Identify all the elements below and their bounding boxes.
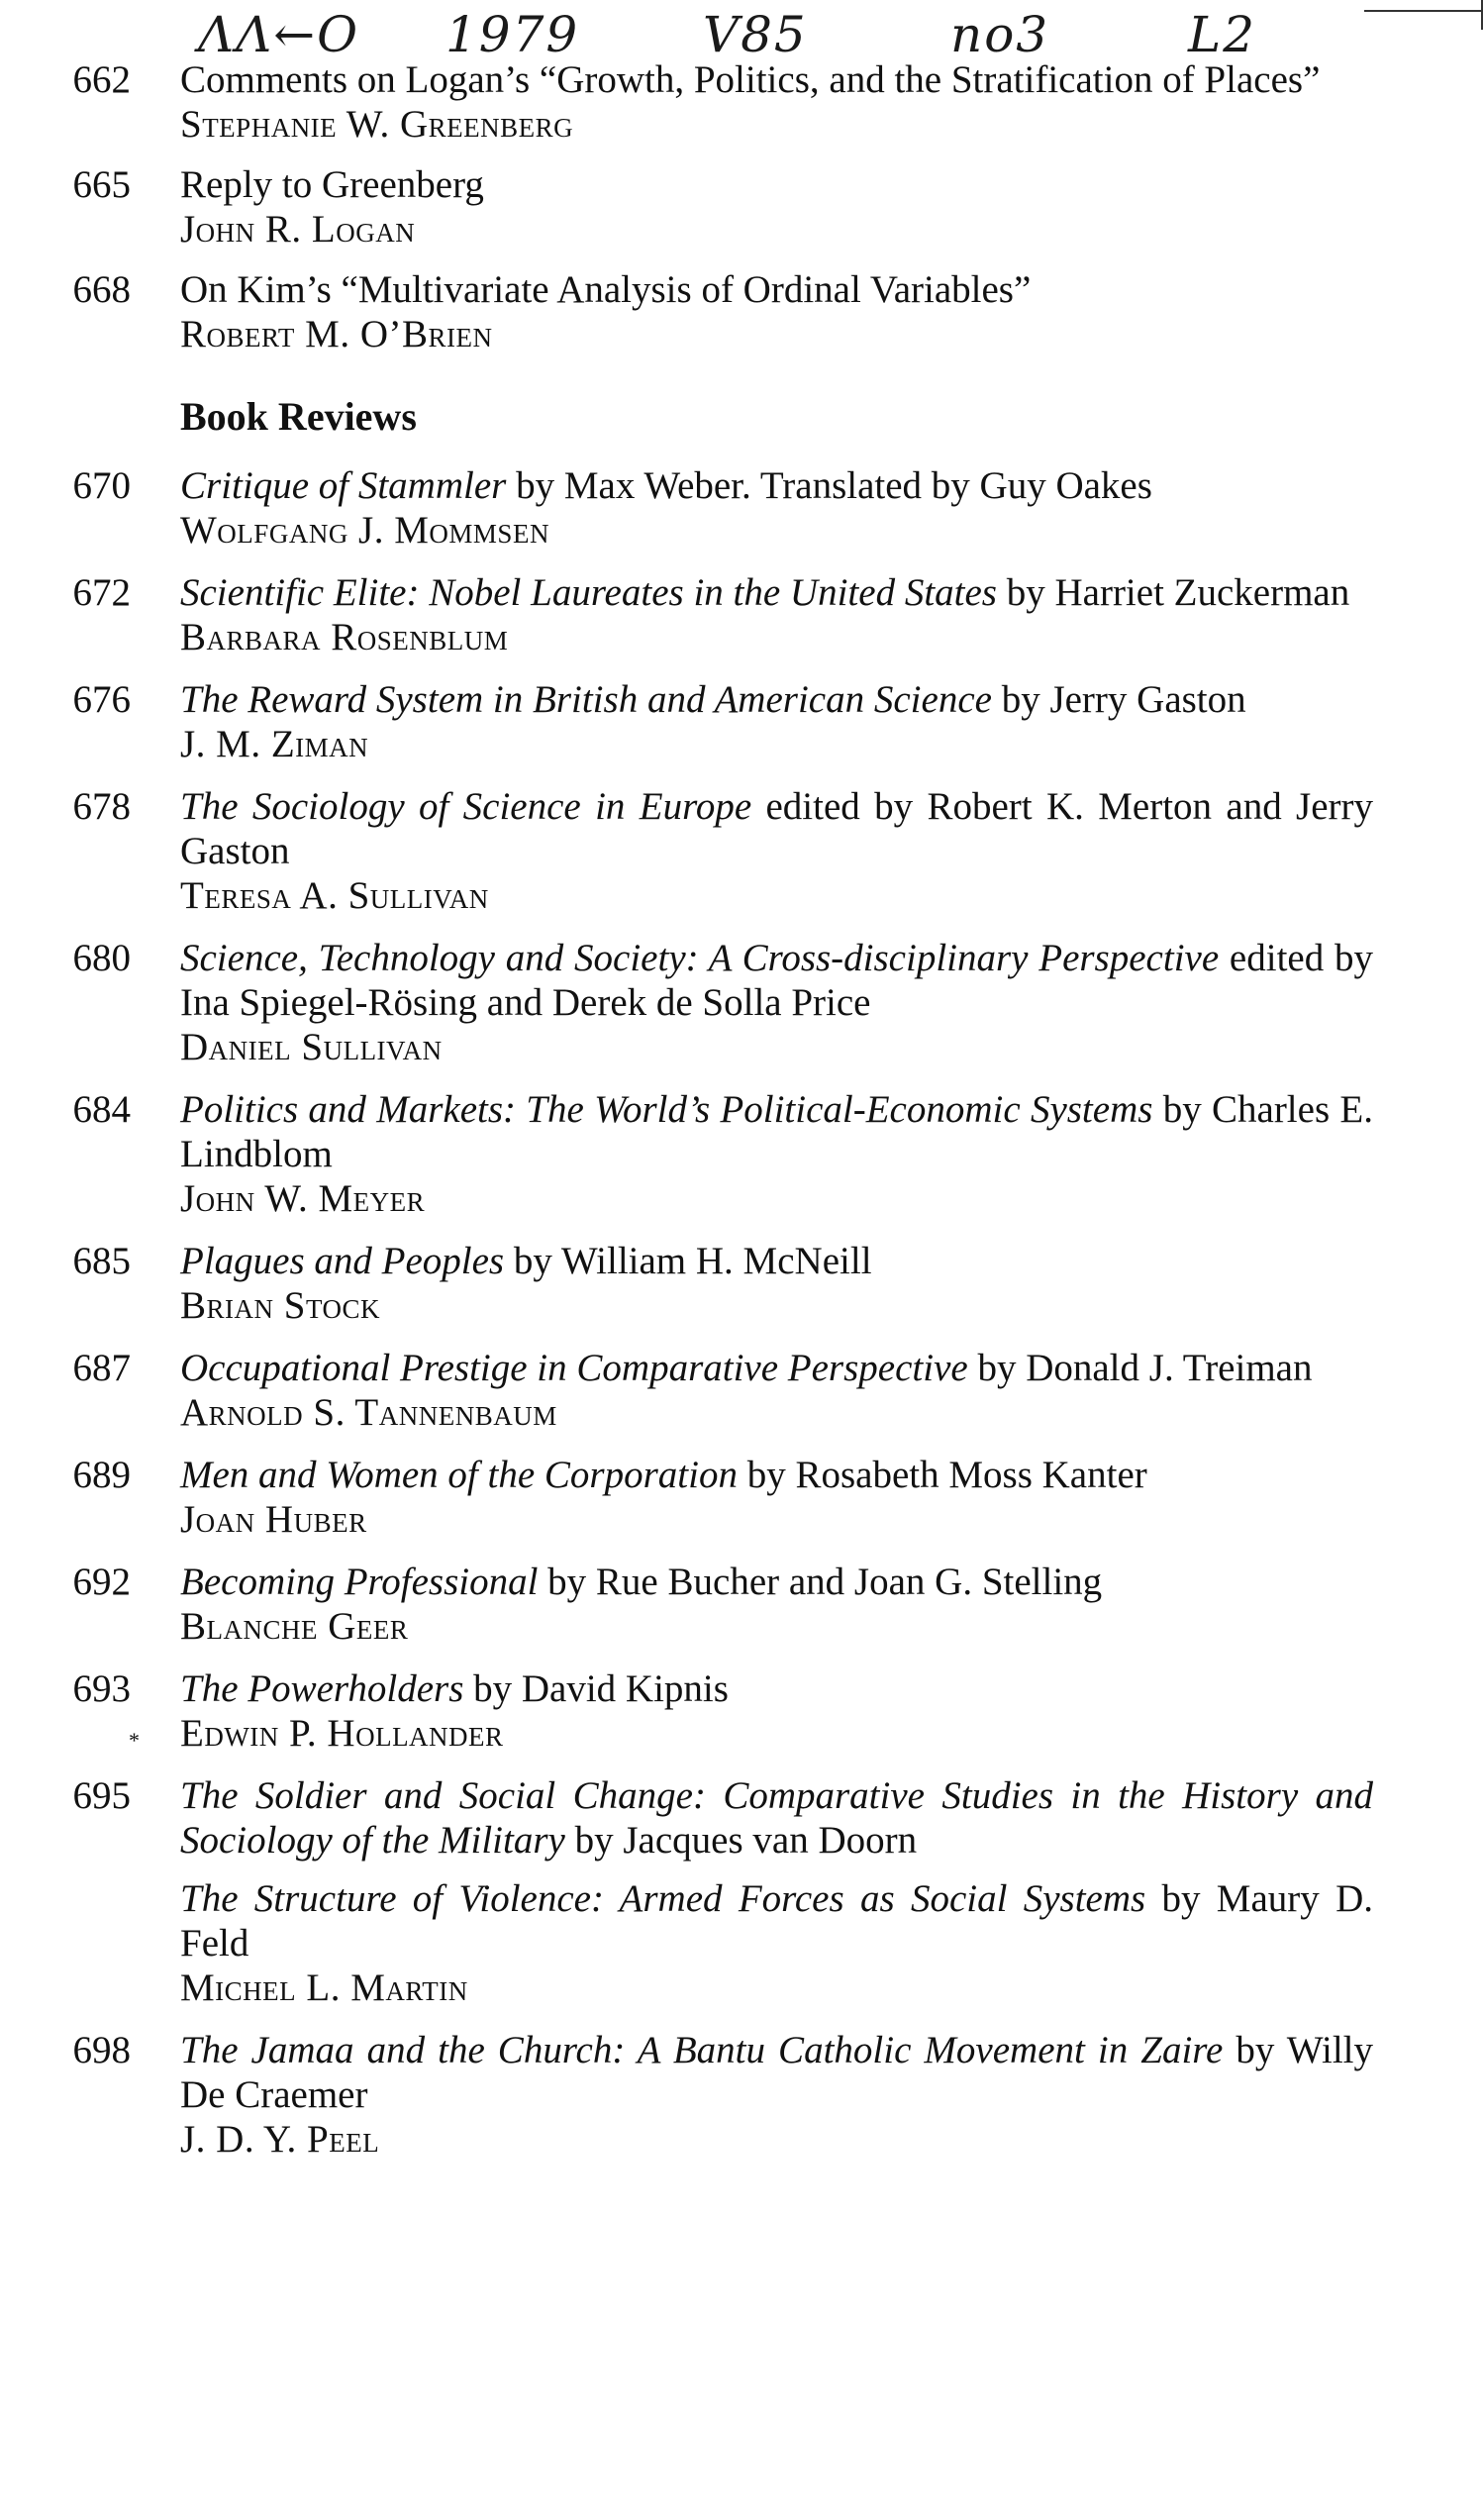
page-number: 672 xyxy=(72,571,131,614)
page-number: 689 xyxy=(72,1454,131,1496)
reviewer-name: Wolfgang J. Mommsen xyxy=(180,509,549,552)
page-number: 695 xyxy=(72,1774,131,1817)
reviewer-name: Michel L. Martin xyxy=(180,1966,468,2009)
review-citation xyxy=(180,570,1373,615)
book-credits: by Charles E. Lindblom xyxy=(180,1088,1373,1175)
review-citation xyxy=(180,1239,1373,1283)
page-number: 662 xyxy=(72,58,131,101)
handwriting-1: ΛΛ←O xyxy=(198,6,360,63)
review-entry xyxy=(0,2028,1483,2162)
review-entry xyxy=(0,1087,1483,1221)
review-entry xyxy=(0,1666,1483,1756)
handwriting-4: no3 xyxy=(950,6,1050,63)
entry-title: Comments on Logan’s “Growth, Politics, and the Stratification of Places” xyxy=(180,58,1321,101)
reviewer-name: John W. Meyer xyxy=(180,1177,426,1220)
corner-mark xyxy=(1364,0,1483,12)
book-title: The Soldier and Social Change: Comparative Studies in the History and Sociology of the Military xyxy=(180,1774,1373,1862)
book-credits: edited by Ina Spiegel-Rösing and Derek de Solla Price xyxy=(180,937,1373,1024)
review-entry xyxy=(0,1346,1483,1435)
book-title: Plagues and Peoples xyxy=(180,1240,505,1282)
review-citation xyxy=(180,1346,1373,1390)
book-credits: by Jerry Gaston xyxy=(991,678,1246,721)
page-number: 665 xyxy=(72,163,131,206)
book-credits: by Max Weber. Translated by Guy Oakes xyxy=(506,464,1152,507)
book-credits: by Willy De Craemer xyxy=(180,2029,1373,2116)
review-citation xyxy=(180,677,1373,722)
review-citation xyxy=(180,1560,1373,1604)
entry-author: John R. Logan xyxy=(180,208,416,251)
toc-entry xyxy=(0,57,1483,147)
review-entry xyxy=(0,1773,1483,2010)
reviewer-name: Blanche Geer xyxy=(180,1605,409,1648)
review-citation xyxy=(180,1453,1373,1497)
review-citation xyxy=(180,936,1373,1025)
reviewer-name: J. M. Ziman xyxy=(180,723,369,765)
review-entry xyxy=(0,1453,1483,1542)
page-number: 693 xyxy=(72,1667,131,1710)
review-citation xyxy=(180,2028,1373,2117)
page-number: 676 xyxy=(72,678,131,721)
book-reviews-list xyxy=(0,463,1483,2162)
page-number: 684 xyxy=(72,1088,131,1131)
review-entry xyxy=(0,677,1483,766)
book-title: Politics and Markets: The World’s Political-Economic Systems xyxy=(180,1088,1153,1131)
reviewer-name: Joan Huber xyxy=(180,1498,367,1541)
book-credits: edited by Robert K. Merton and Jerry Gaston xyxy=(180,785,1373,872)
toc-entry xyxy=(0,267,1483,356)
entry-author: Stephanie W. Greenberg xyxy=(180,103,574,146)
book-title: The Structure of Violence: Armed Forces as Social Systems xyxy=(180,1877,1146,1920)
page-number: 687 xyxy=(72,1347,131,1389)
book-title: Scientific Elite: Nobel Laureates in the United States xyxy=(180,571,997,614)
reviewer-name: Barbara Rosenblum xyxy=(180,616,509,658)
page-number: 670 xyxy=(72,464,131,507)
review-citation xyxy=(180,1666,1373,1711)
book-credits: by David Kipnis xyxy=(463,1667,729,1710)
entry-title: On Kim’s “Multivariate Analysis of Ordinal Variables” xyxy=(180,268,1032,311)
page-number: 698 xyxy=(72,2029,131,2071)
handwriting-2: 1979 xyxy=(445,6,580,63)
reviewer-name: Teresa A. Sullivan xyxy=(180,874,489,917)
book-title: Occupational Prestige in Comparative Perspective xyxy=(180,1347,968,1389)
book-title: The Reward System in British and American Science xyxy=(180,678,992,721)
book-credits: by William H. McNeill xyxy=(504,1240,872,1282)
book-title: The Powerholders xyxy=(180,1667,464,1710)
review-entry xyxy=(0,463,1483,553)
book-credits: by Donald J. Treiman xyxy=(967,1347,1313,1389)
book-credits: by Jacques van Doorn xyxy=(564,1819,918,1862)
reviewer-name: Edwin P. Hollander xyxy=(180,1712,504,1755)
book-credits: by Rosabeth Moss Kanter xyxy=(737,1454,1147,1496)
page-number: 678 xyxy=(72,785,131,828)
page-number: 685 xyxy=(72,1240,131,1282)
review-citation xyxy=(180,1087,1373,1176)
entry-title: Reply to Greenberg xyxy=(180,163,484,206)
review-entry xyxy=(0,784,1483,918)
review-entry xyxy=(0,1560,1483,1649)
review-citation xyxy=(180,784,1373,873)
page-number: 668 xyxy=(72,268,131,311)
page-number: 680 xyxy=(72,937,131,979)
reviewer-name: Arnold S. Tannenbaum xyxy=(180,1391,557,1434)
book-title: Science, Technology and Society: A Cross-disciplinary Perspective xyxy=(180,937,1220,979)
review-citation xyxy=(180,1773,1373,1863)
book-credits: by Rue Bucher and Joan G. Stelling xyxy=(538,1561,1103,1603)
margin-mark: * xyxy=(129,1728,140,1753)
toc-entry xyxy=(0,162,1483,252)
review-entry xyxy=(0,936,1483,1069)
book-credits: by Maury D. Feld xyxy=(180,1877,1373,1965)
review-citation xyxy=(180,1876,1373,1966)
page-number: 692 xyxy=(72,1561,131,1603)
review-citation xyxy=(180,463,1373,508)
review-entry xyxy=(0,570,1483,659)
review-entry xyxy=(0,1239,1483,1328)
table-of-contents xyxy=(0,57,1483,2179)
section-heading-book-reviews: Book Reviews xyxy=(180,394,417,439)
book-title: Critique of Stammler xyxy=(180,464,507,507)
book-title: Men and Women of the Corporation xyxy=(180,1454,738,1496)
book-title: The Jamaa and the Church: A Bantu Catholic Movement in Zaire xyxy=(180,2029,1224,2071)
handwriting-5: L2 xyxy=(1188,6,1257,63)
book-credits: by Harriet Zuckerman xyxy=(996,571,1350,614)
book-title: The Sociology of Science in Europe xyxy=(180,785,752,828)
reviewer-name: Brian Stock xyxy=(180,1284,380,1327)
book-title: Becoming Professional xyxy=(180,1561,539,1603)
reviewer-name: Daniel Sullivan xyxy=(180,1026,443,1068)
handwriting-3: V85 xyxy=(703,6,808,63)
entry-author: Robert M. O’Brien xyxy=(180,313,493,355)
reviewer-name: J. D. Y. Peel xyxy=(180,2118,380,2161)
